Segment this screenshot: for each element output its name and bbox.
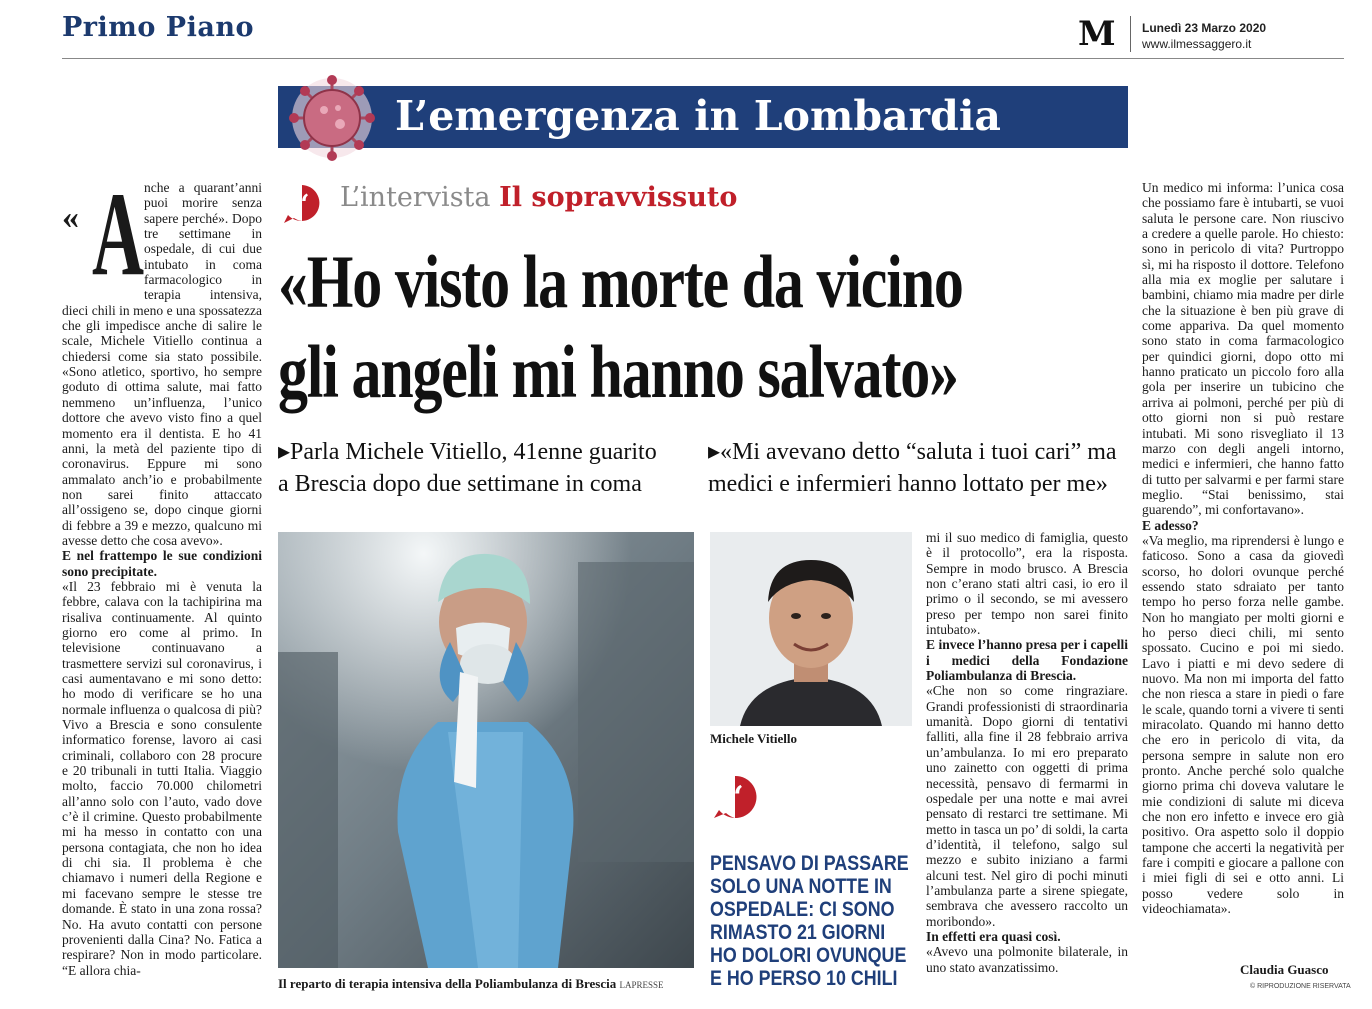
banner-title: L’emergenza in Lombardia (395, 92, 1001, 140)
kicker (340, 182, 737, 213)
portrait-photo (710, 532, 912, 726)
drop-cap (62, 180, 145, 302)
photo-credit: LAPRESSE (619, 980, 664, 990)
interview-question: E nel frattempo le sue condizioni sono precipitate. (62, 548, 262, 579)
header-divider (1130, 16, 1131, 52)
main-photo-caption-text: Il reparto di terapia intensiva della Poliambulanza di Brescia (278, 976, 617, 991)
paragraph: mi il suo medico di famiglia, questo è il protocollo”, era la risposta. Sempre in modo brusco. A Brescia non c’erano stati altri casi, io ero il primo o il secondo, se mi avessero preso per tempo non sarei finito intubato». (926, 530, 1128, 638)
paragraph: «Che non so come ringraziare. Grandi professionisti di straordinaria umanità. Dopo giorni di tentativi falliti, alla fine il 28 febbraio arriva un’ambulanza. Io mi ero preparato uno zainetto con oggetti di prima necessità, pensavo di fermarmi in ospedale per una notte e mai avrei pensato di restarci tre settimane. Mi metto in tasca un po’ di soldi, la carta d’identità, il telefono, salgo sul mezzo e subito iniziano a farmi alcuni test. Nel giro di pochi minuti l’ambulanza parte a sirene spiegate, sembrava che avessero raccolto un moribondo». (926, 683, 1128, 929)
drop-cap-letter: A (92, 180, 145, 300)
subhead-left-line-1: ▸Parla Michele Vitiello, 41enne guarito (278, 439, 657, 465)
svg-text:“: “ (294, 190, 310, 220)
icu-photo-image (278, 532, 694, 968)
article-column-1 (62, 180, 262, 992)
pull-quote-line: SOLO UNA NOTTE IN (710, 875, 892, 898)
main-photo-caption (278, 976, 664, 992)
paragraph: Un medico mi informa: l’unica cosa che possiamo fare è intubarti, se vuoi saluta le persone care. Non riuscivo a credere a quelle parole. Ho chiesto: sono in pericolo di vita? Purtroppo sì, mi ha risposto il dottore. Telefono alla mia ex moglie per salutare i bambini, chiamo mia madre per dirle che la situazione è ben più grave di come appariva. Da quel momento sono stato in coma farmacologico per quindici giorni, dopo otto mi hanno praticato un piccolo foro alla gola per inserire un tubicino che arriva ai polmoni, perché per più di otto giorni non si può restare intubati. Mi sono risvegliato il 13 marzo con degli angeli intorno, medici e infermieri, che hanno fatto di tutto per salvarmi e per farmi stare meglio. “Stai benissimo, stai guarendo”, mi confortavano». (1142, 180, 1344, 518)
author-signature: Claudia Guasco (1240, 962, 1329, 977)
website: www.ilmessaggero.it (1142, 37, 1252, 51)
pull-quote-line: PENSAVO DI PASSARE (710, 852, 909, 875)
pull-quote-line: OSPEDALE: CI SONO (710, 898, 895, 921)
issue-date: Lunedì 23 Marzo 2020 (1142, 21, 1267, 35)
paragraph: «Il 23 febbraio mi è venuta la febbre, calava con la tachipirina ma risaliva continuamente. Al quinto giorno ero come al primo. In televisione continuavano a trasmettere servizi sul coronavirus, i casi aumentavano e mi sono detto: ho modo di verificare se ho una normale influenza o qualcosa di più? Vivo a Brescia e sono consulente informatico forense, lavoro ai casi criminali, collaboro con 28 procure e 20 tribunali in tutti Italia. Viaggio molto, faccio 70.000 chilometri all’anno solo con l’auto, vado dove c’è il crimine. Questo probabilmente mi ha messo in contatto con una persona contagiata, che non ho idea di chi sia. Il problema è che chiamavo i numeri della Regione e mi facevano sempre le stesse tre domande. È stato in una zona rossa? No. Ha avuto contatti con persone provenienti dalla Cina? No. Fatica a respirare? Non in modo particolare. “E allora chia- (62, 578, 262, 978)
drop-cap-quote: « (62, 199, 79, 236)
portrait-caption: Michele Vitiello (710, 731, 798, 746)
article-column-4 (1142, 180, 1344, 960)
pull-quote-line: RIMASTO 21 GIORNI (710, 921, 886, 944)
pull-quote (710, 852, 909, 990)
header-rule (62, 58, 1344, 59)
subhead-left (278, 436, 657, 500)
pull-quote-line: HO DOLORI OVUNQUE (710, 944, 907, 967)
coronavirus-icon (280, 74, 384, 162)
icu-photo (278, 532, 694, 968)
paragraph: «Va meglio, ma riprendersi è lungo e faticoso. Sono a casa da giovedì scorso, ho dolori ovunque perché essendo stato sdraiato per tanto tempo ho perso forza nelle gambe. Non ho mangiato per molti giorni e ho perso dieci chili, mi sento spossato. Cucino e poi mi siedo. Lavo i piatti e mi devo sedere di nuovo. Ma non mi importa del fatto che non riesca a stare in piedi o fare le scale, quando torni a vivere ti senti miracolato. Quando mi hanno detto che ero in pericolo di vita, da persona sempre in salute non ero pronto. Anche perché solo qualche giorno prima chi doveva valutare le mie condizioni di salute mi diceva che non ero infetto e invece ero già positivo. Ora aspetto solo il doppio tampone che accerti la negatività per fare i compiti e giocare a pallone con i miei figli di sei e otto anni. Li posso vedere solo in videochiamata». (1142, 532, 1344, 917)
article-column-3 (926, 530, 1128, 992)
svg-text:“: “ (726, 780, 744, 815)
headline (278, 238, 966, 418)
paragraph: nche a quarant’anni puoi morire senza sapere perché». Dopo tre settimane in ospedale, di cui due intubato in coma farmacologico in terapia intensiva, dieci chili in meno e una spossatezza che gli impedisce anche di salire le scale, Michele Vitiello continua a chiedersi come sia stato possibile. «Sono atletico, sportivo, ho sempre goduto di ottima salute, mai fatto nemmeno un’influenza, l’unico dottore che avevo visto fino a quel momento era il dentista. E ho 41 anni, la metà del paziente tipo di coronavirus. Eppure mi sono ammalato anch’io e probabilmente non sarei finito attaccato all’ossigeno se, dopo cinque giorni di febbre a 39 e mezzo, qualcuno mi avesse detto che cosa avevo». (62, 180, 262, 548)
subhead-right (708, 436, 1117, 500)
headline-line-2: gli angeli mi hanno salvato» (278, 331, 958, 414)
interview-question: E adesso? (1142, 517, 1199, 533)
paragraph: «Avevo una polmonite bilaterale, in uno stato avanzatissimo. (926, 944, 1128, 975)
quote-icon (712, 774, 758, 820)
quote-icon (282, 183, 322, 225)
kicker-topic: Il sopravvissuto (499, 182, 738, 213)
subhead-left-line-2: a Brescia dopo due settimane in coma (278, 471, 642, 497)
interview-question: E invece l’hanno presa per i capelli i medici della Fondazione Poliambulanza di Brescia. (926, 637, 1128, 684)
section-title: Primo Piano (62, 12, 254, 43)
rights-notice: © RIPRODUZIONE RISERVATA (1250, 983, 1351, 990)
headline-line-1: «Ho visto la morte da vicino (278, 241, 963, 324)
masthead-logo: M (1078, 14, 1116, 54)
interview-question: In effetti era quasi così. (926, 928, 1061, 944)
pull-quote-line: E HO PERSO 10 CHILI (710, 967, 898, 990)
portrait-image (710, 532, 912, 726)
subhead-right-line-2: medici e infermieri hanno lottato per me» (708, 471, 1108, 497)
kicker-label: L’intervista (340, 182, 491, 213)
subhead-right-line-1: ▸«Mi avevano detto “saluta i tuoi cari” ma (708, 439, 1117, 465)
